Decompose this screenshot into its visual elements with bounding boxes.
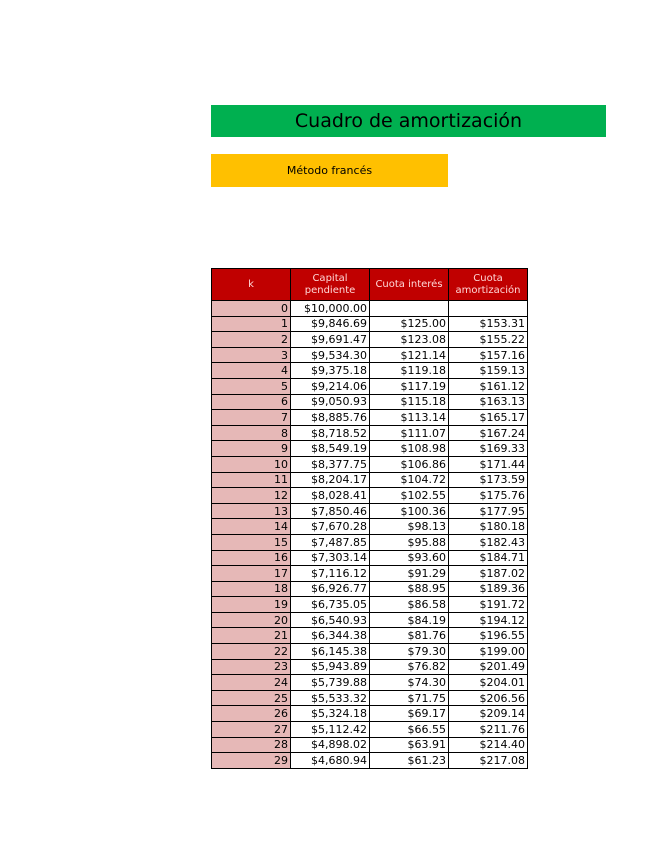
cell-capital[interactable]: $10,000.00 bbox=[291, 301, 370, 317]
cell-capital[interactable]: $6,926.77 bbox=[291, 581, 370, 597]
cell-interest[interactable]: $125.00 bbox=[370, 316, 449, 332]
table-row bbox=[212, 753, 528, 769]
cell-capital[interactable]: $9,375.18 bbox=[291, 363, 370, 379]
cell-k[interactable]: 27 bbox=[212, 722, 291, 738]
table-row bbox=[212, 690, 528, 706]
table-row bbox=[212, 472, 528, 488]
cell-amortization[interactable]: $155.22 bbox=[449, 332, 528, 348]
cell-interest[interactable] bbox=[370, 301, 449, 317]
cell-amortization[interactable]: $153.31 bbox=[449, 316, 528, 332]
cell-amortization[interactable]: $167.24 bbox=[449, 425, 528, 441]
cell-k[interactable]: 0 bbox=[212, 301, 291, 317]
cell-amortization[interactable]: $209.14 bbox=[449, 706, 528, 722]
table-row bbox=[212, 659, 528, 675]
cell-k[interactable]: 5 bbox=[212, 378, 291, 394]
cell-amortization[interactable]: $217.08 bbox=[449, 753, 528, 769]
cell-interest[interactable]: $69.17 bbox=[370, 706, 449, 722]
cell-capital[interactable]: $8,549.19 bbox=[291, 441, 370, 457]
cell-amortization[interactable]: $201.49 bbox=[449, 659, 528, 675]
cell-k[interactable]: 21 bbox=[212, 628, 291, 644]
cell-k[interactable]: 15 bbox=[212, 534, 291, 550]
cell-k[interactable]: 12 bbox=[212, 488, 291, 504]
cell-interest[interactable]: $108.98 bbox=[370, 441, 449, 457]
cell-amortization[interactable]: $214.40 bbox=[449, 737, 528, 753]
cell-capital[interactable]: $5,112.42 bbox=[291, 722, 370, 738]
cell-amortization[interactable] bbox=[449, 301, 528, 317]
table-body bbox=[212, 301, 528, 769]
cell-amortization[interactable]: $199.00 bbox=[449, 644, 528, 660]
cell-capital[interactable]: $4,680.94 bbox=[291, 753, 370, 769]
cell-k[interactable]: 26 bbox=[212, 706, 291, 722]
cell-k[interactable]: 4 bbox=[212, 363, 291, 379]
cell-interest[interactable]: $66.55 bbox=[370, 722, 449, 738]
cell-interest[interactable]: $79.30 bbox=[370, 644, 449, 660]
cell-capital[interactable]: $5,324.18 bbox=[291, 706, 370, 722]
cell-amortization[interactable]: $191.72 bbox=[449, 597, 528, 613]
cell-capital[interactable]: $9,846.69 bbox=[291, 316, 370, 332]
table-row bbox=[212, 722, 528, 738]
cell-capital[interactable]: $6,540.93 bbox=[291, 612, 370, 628]
cell-amortization[interactable]: $161.12 bbox=[449, 378, 528, 394]
table-row bbox=[212, 488, 528, 504]
table-row bbox=[212, 503, 528, 519]
cell-k[interactable]: 16 bbox=[212, 550, 291, 566]
cell-amortization[interactable]: $196.55 bbox=[449, 628, 528, 644]
table-row bbox=[212, 706, 528, 722]
cell-k[interactable]: 23 bbox=[212, 659, 291, 675]
cell-amortization[interactable]: $169.33 bbox=[449, 441, 528, 457]
cell-interest[interactable]: $121.14 bbox=[370, 347, 449, 363]
cell-capital[interactable]: $8,718.52 bbox=[291, 425, 370, 441]
cell-k[interactable]: 7 bbox=[212, 410, 291, 426]
table-row bbox=[212, 316, 528, 332]
cell-interest[interactable]: $111.07 bbox=[370, 425, 449, 441]
cell-interest[interactable]: $84.19 bbox=[370, 612, 449, 628]
cell-interest[interactable]: $117.19 bbox=[370, 378, 449, 394]
table-row bbox=[212, 566, 528, 582]
cell-k[interactable]: 25 bbox=[212, 690, 291, 706]
table-row bbox=[212, 534, 528, 550]
cell-k[interactable]: 18 bbox=[212, 581, 291, 597]
table-row bbox=[212, 378, 528, 394]
cell-capital[interactable]: $6,735.05 bbox=[291, 597, 370, 613]
table-row bbox=[212, 394, 528, 410]
cell-k[interactable]: 11 bbox=[212, 472, 291, 488]
table-row bbox=[212, 581, 528, 597]
table-row bbox=[212, 456, 528, 472]
cell-capital[interactable]: $8,377.75 bbox=[291, 456, 370, 472]
cell-amortization[interactable]: $177.95 bbox=[449, 503, 528, 519]
cell-k[interactable]: 22 bbox=[212, 644, 291, 660]
cell-interest[interactable]: $88.95 bbox=[370, 581, 449, 597]
table-row bbox=[212, 301, 528, 317]
cell-interest[interactable]: $115.18 bbox=[370, 394, 449, 410]
cell-amortization[interactable]: $165.17 bbox=[449, 410, 528, 426]
cell-k[interactable]: 13 bbox=[212, 503, 291, 519]
cell-amortization[interactable]: $180.18 bbox=[449, 519, 528, 535]
cell-k[interactable]: 6 bbox=[212, 394, 291, 410]
cell-amortization[interactable]: $173.59 bbox=[449, 472, 528, 488]
table-row bbox=[212, 347, 528, 363]
cell-capital[interactable]: $7,850.46 bbox=[291, 503, 370, 519]
cell-interest[interactable]: $123.08 bbox=[370, 332, 449, 348]
cell-capital[interactable]: $9,214.06 bbox=[291, 378, 370, 394]
cell-capital[interactable]: $9,534.30 bbox=[291, 347, 370, 363]
method-label bbox=[211, 154, 448, 187]
table-row bbox=[212, 332, 528, 348]
cell-capital[interactable]: $7,487.85 bbox=[291, 534, 370, 550]
cell-interest[interactable]: $102.55 bbox=[370, 488, 449, 504]
header-interest[interactable]: Cuota interés bbox=[370, 269, 449, 301]
cell-amortization[interactable]: $206.56 bbox=[449, 690, 528, 706]
table-row bbox=[212, 675, 528, 691]
cell-interest[interactable]: $104.72 bbox=[370, 472, 449, 488]
cell-capital[interactable]: $7,670.28 bbox=[291, 519, 370, 535]
table-row bbox=[212, 628, 528, 644]
cell-amortization[interactable]: $159.13 bbox=[449, 363, 528, 379]
cell-k[interactable]: 3 bbox=[212, 347, 291, 363]
table-row bbox=[212, 644, 528, 660]
cell-k[interactable]: 2 bbox=[212, 332, 291, 348]
cell-capital[interactable]: $5,739.88 bbox=[291, 675, 370, 691]
cell-interest[interactable]: $119.18 bbox=[370, 363, 449, 379]
cell-amortization[interactable]: $171.44 bbox=[449, 456, 528, 472]
cell-capital[interactable]: $6,344.38 bbox=[291, 628, 370, 644]
cell-amortization[interactable]: $184.71 bbox=[449, 550, 528, 566]
header-amortization[interactable]: Cuota amortización bbox=[449, 269, 528, 301]
table-row bbox=[212, 519, 528, 535]
cell-amortization[interactable]: $189.36 bbox=[449, 581, 528, 597]
cell-interest[interactable]: $71.75 bbox=[370, 690, 449, 706]
header-k[interactable]: k bbox=[212, 269, 291, 301]
cell-k[interactable]: 14 bbox=[212, 519, 291, 535]
table-row bbox=[212, 410, 528, 426]
cell-amortization[interactable]: $187.02 bbox=[449, 566, 528, 582]
cell-interest[interactable]: $95.88 bbox=[370, 534, 449, 550]
cell-capital[interactable]: $6,145.38 bbox=[291, 644, 370, 660]
table-row bbox=[212, 737, 528, 753]
cell-interest[interactable]: $74.30 bbox=[370, 675, 449, 691]
cell-k[interactable]: 24 bbox=[212, 675, 291, 691]
header-capital[interactable]: Capital pendiente bbox=[291, 269, 370, 301]
page-title-text: Cuadro de amortización bbox=[294, 110, 523, 132]
amortization-table bbox=[211, 268, 528, 769]
cell-capital[interactable]: $9,050.93 bbox=[291, 394, 370, 410]
cell-amortization[interactable]: $204.01 bbox=[449, 675, 528, 691]
cell-interest[interactable]: $61.23 bbox=[370, 753, 449, 769]
cell-interest[interactable]: $86.58 bbox=[370, 597, 449, 613]
cell-k[interactable]: 20 bbox=[212, 612, 291, 628]
cell-interest[interactable]: $81.76 bbox=[370, 628, 449, 644]
table-row bbox=[212, 363, 528, 379]
table-row bbox=[212, 425, 528, 441]
cell-interest[interactable]: $63.91 bbox=[370, 737, 449, 753]
cell-k[interactable]: 10 bbox=[212, 456, 291, 472]
cell-k[interactable]: 29 bbox=[212, 753, 291, 769]
cell-capital[interactable]: $8,204.17 bbox=[291, 472, 370, 488]
cell-capital[interactable]: $7,303.14 bbox=[291, 550, 370, 566]
table-row bbox=[212, 612, 528, 628]
page-title bbox=[211, 105, 606, 137]
cell-interest[interactable]: $113.14 bbox=[370, 410, 449, 426]
cell-capital[interactable]: $5,943.89 bbox=[291, 659, 370, 675]
cell-amortization[interactable]: $175.76 bbox=[449, 488, 528, 504]
table-row bbox=[212, 441, 528, 457]
cell-interest[interactable]: $106.86 bbox=[370, 456, 449, 472]
cell-interest[interactable]: $93.60 bbox=[370, 550, 449, 566]
cell-capital[interactable]: $4,898.02 bbox=[291, 737, 370, 753]
cell-interest[interactable]: $100.36 bbox=[370, 503, 449, 519]
table-header-row bbox=[212, 269, 528, 301]
cell-k[interactable]: 17 bbox=[212, 566, 291, 582]
cell-k[interactable]: 19 bbox=[212, 597, 291, 613]
cell-amortization[interactable]: $194.12 bbox=[449, 612, 528, 628]
cell-amortization[interactable]: $157.16 bbox=[449, 347, 528, 363]
cell-capital[interactable]: $9,691.47 bbox=[291, 332, 370, 348]
method-label-text: Método francés bbox=[286, 164, 373, 177]
cell-k[interactable]: 1 bbox=[212, 316, 291, 332]
table-row bbox=[212, 597, 528, 613]
cell-interest[interactable]: $91.29 bbox=[370, 566, 449, 582]
cell-capital[interactable]: $8,028.41 bbox=[291, 488, 370, 504]
cell-capital[interactable]: $8,885.76 bbox=[291, 410, 370, 426]
cell-k[interactable]: 8 bbox=[212, 425, 291, 441]
cell-amortization[interactable]: $163.13 bbox=[449, 394, 528, 410]
cell-capital[interactable]: $7,116.12 bbox=[291, 566, 370, 582]
cell-amortization[interactable]: $182.43 bbox=[449, 534, 528, 550]
cell-amortization[interactable]: $211.76 bbox=[449, 722, 528, 738]
table-row bbox=[212, 550, 528, 566]
cell-capital[interactable]: $5,533.32 bbox=[291, 690, 370, 706]
cell-k[interactable]: 28 bbox=[212, 737, 291, 753]
cell-interest[interactable]: $98.13 bbox=[370, 519, 449, 535]
cell-k[interactable]: 9 bbox=[212, 441, 291, 457]
cell-interest[interactable]: $76.82 bbox=[370, 659, 449, 675]
